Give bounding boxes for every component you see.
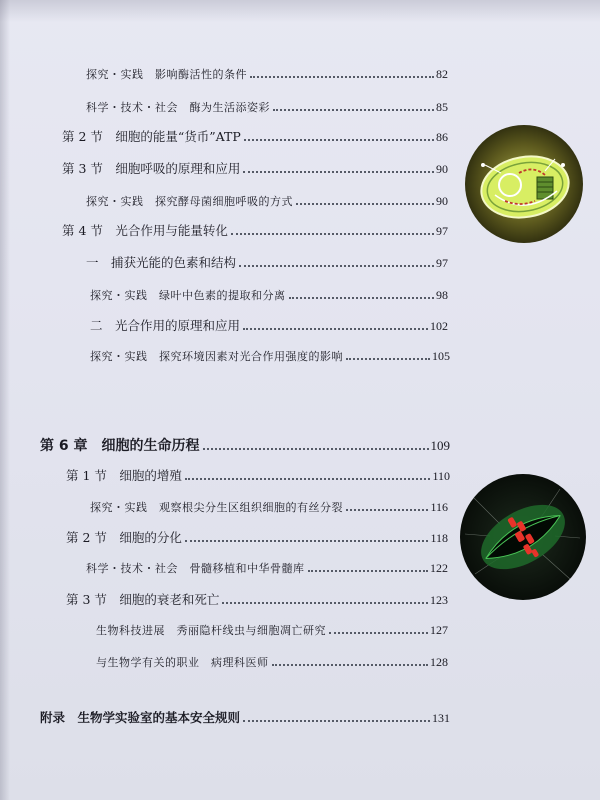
toc-entry-section[interactable]	[66, 468, 450, 484]
dot-leader	[250, 76, 434, 78]
toc-page-number: 86	[436, 130, 448, 144]
toc-entry-title: 二 光合作用的原理和应用	[90, 318, 241, 333]
toc-entry-activity[interactable]	[86, 193, 448, 210]
toc-entry-title: 探究・实践 探究酵母菌细胞呼吸的方式	[86, 195, 293, 208]
toc-page-number: 128	[430, 655, 448, 669]
dot-leader	[243, 171, 434, 173]
toc-page-number: 109	[430, 438, 450, 453]
toc-entry-career[interactable]	[96, 654, 448, 671]
toc-entry-section[interactable]	[66, 530, 448, 546]
toc-entry-activity[interactable]	[86, 66, 448, 83]
toc-page-number: 123	[430, 593, 448, 607]
toc-page-number: 131	[432, 711, 450, 725]
toc-page-number: 82	[436, 67, 448, 81]
toc-entry-section[interactable]	[66, 592, 448, 608]
toc-entry-title: 第 1 节 细胞的增殖	[66, 468, 182, 483]
toc-entry-activity[interactable]	[90, 499, 448, 516]
toc-entry-title: 科学・技术・社会 酶为生活添姿彩	[86, 101, 270, 114]
toc-entry-title: 探究・实践 探究环境因素对光合作用强度的影响	[90, 350, 343, 363]
toc-page-number: 118	[430, 531, 448, 545]
toc-entry-title: 第 6 章 细胞的生命历程	[40, 438, 200, 454]
toc-entry-chapter[interactable]	[40, 438, 450, 454]
toc-page-number: 85	[436, 100, 448, 114]
dot-leader	[239, 265, 434, 267]
dot-leader	[289, 297, 435, 299]
toc-entry-title: 附录 生物学实验室的基本安全规则	[40, 710, 241, 725]
dot-leader	[244, 139, 434, 141]
toc-entry-section[interactable]	[62, 161, 448, 177]
dot-leader	[185, 478, 431, 480]
toc-entry-title: 第 4 节 光合作用与能量转化	[62, 223, 228, 238]
dot-leader	[203, 448, 429, 450]
toc-page-number: 127	[430, 623, 448, 637]
mitosis-micrograph-svg	[460, 474, 586, 600]
toc-page-number: 90	[436, 194, 448, 208]
toc-page-number: 90	[436, 162, 448, 176]
toc-page-number: 97	[436, 256, 448, 270]
toc-entry-title: 探究・实践 绿叶中色素的提取和分离	[90, 289, 286, 302]
toc-entry-title: 第 3 节 细胞的衰老和死亡	[66, 592, 220, 607]
dot-leader	[308, 570, 429, 572]
dot-leader	[296, 203, 434, 205]
chloroplast-micrograph-icon	[465, 125, 583, 243]
toc-page-number: 105	[432, 349, 450, 363]
dot-leader	[185, 540, 429, 542]
toc-entry-title: 一 捕获光能的色素和结构	[86, 255, 237, 270]
dot-leader	[273, 109, 434, 111]
toc-page-number: 116	[430, 500, 448, 514]
mitosis-micrograph-icon	[460, 474, 586, 600]
toc-entry-sts[interactable]	[86, 560, 448, 577]
toc-entry-title: 探究・实践 影响酶活性的条件	[86, 68, 247, 81]
toc-entry-frontier[interactable]	[96, 622, 448, 639]
page-shadow-top	[0, 0, 600, 22]
toc-entry-title: 与生物学有关的职业 病理科医师	[96, 656, 269, 669]
toc-entry-activity[interactable]	[90, 348, 450, 365]
dot-leader	[243, 720, 430, 722]
toc-entry-title: 第 2 节 细胞的分化	[66, 530, 182, 545]
dot-leader	[243, 328, 428, 330]
dot-leader	[231, 233, 434, 235]
toc-page-number: 97	[436, 224, 448, 238]
toc-entry-title: 科学・技术・社会 骨髓移植和中华骨髓库	[86, 562, 305, 575]
toc-entry-subsection[interactable]	[86, 255, 448, 271]
toc-entry-activity[interactable]	[90, 287, 448, 304]
toc-page-number: 110	[432, 469, 450, 483]
toc-entry-title: 第 2 节 细胞的能量“货币”ATP	[62, 129, 241, 144]
toc-entry-appendix[interactable]	[40, 710, 450, 726]
toc-entry-title: 第 3 节 细胞呼吸的原理和应用	[62, 161, 241, 176]
dot-leader	[346, 509, 428, 511]
toc-page-number: 122	[430, 561, 448, 575]
toc-entry-section[interactable]	[62, 129, 448, 145]
toc-entry-subsection[interactable]	[90, 318, 448, 334]
toc-entry-section[interactable]	[62, 223, 448, 239]
toc-page-number: 98	[436, 288, 448, 302]
page-shadow-left	[0, 0, 10, 800]
chloroplast-micrograph-svg	[465, 125, 583, 243]
dot-leader	[329, 632, 428, 634]
toc-entry-title: 探究・实践 观察根尖分生区组织细胞的有丝分裂	[90, 501, 343, 514]
toc-entry-sts[interactable]	[86, 99, 448, 116]
dot-leader	[346, 358, 430, 360]
toc-page-number: 102	[430, 319, 448, 333]
dot-leader	[272, 664, 429, 666]
toc-entry-title: 生物科技进展 秀丽隐杆线虫与细胞凋亡研究	[96, 624, 326, 637]
dot-leader	[222, 602, 428, 604]
